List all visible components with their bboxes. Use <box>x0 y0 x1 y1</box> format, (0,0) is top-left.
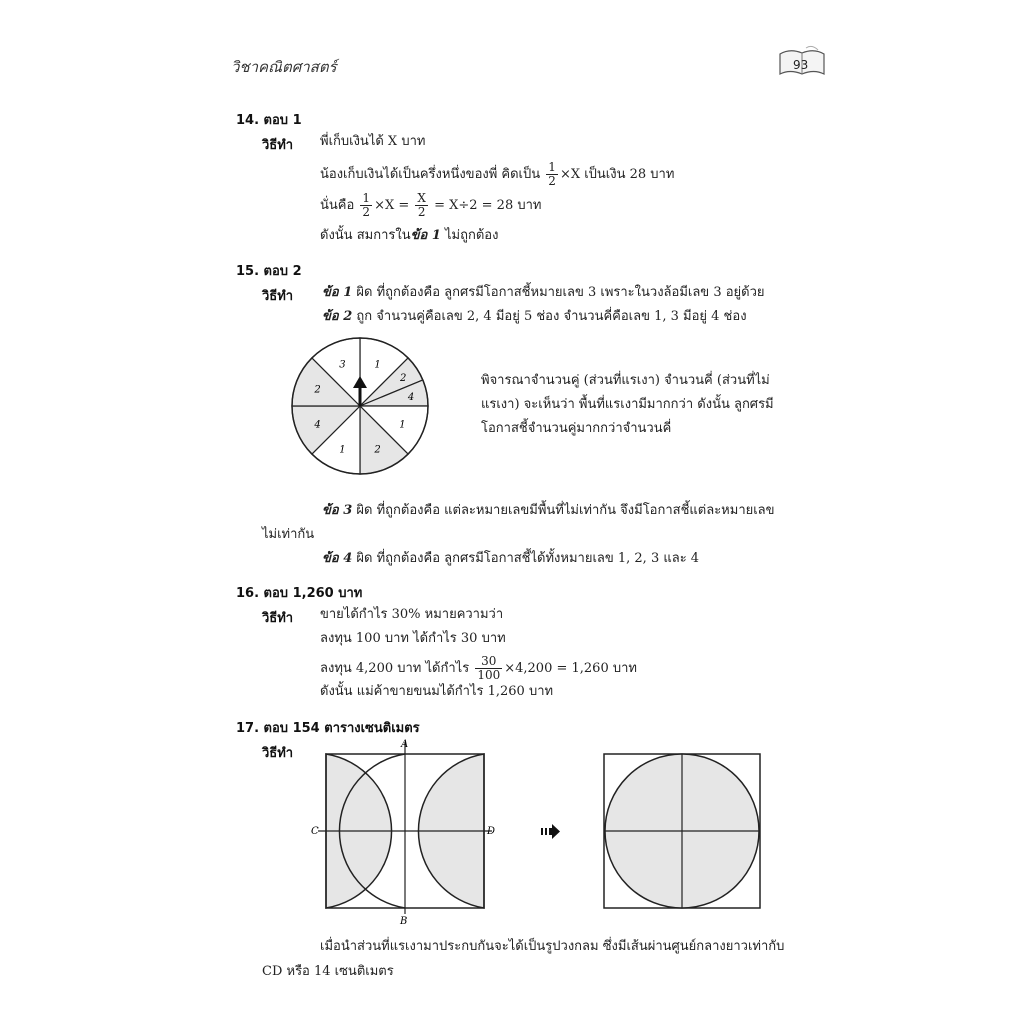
running-header: วิชาคณิตศาสตร์ <box>231 58 337 76</box>
q15-choice2: ข้อ 2 ถูก จำนวนคู่คือเลข 2, 4 มีอยู่ 5 ช่อง จำนวนคี่คือเลข 1, 3 มีอยู่ 4 ช่อง <box>322 309 747 324</box>
point-a-label: A <box>401 739 409 750</box>
semicircles-diagram <box>308 736 808 928</box>
wheel-sector-label: 2 <box>374 444 381 456</box>
right-arrow-icon <box>541 824 560 839</box>
fraction-half: $\frac{1}{2}$ <box>548 160 556 188</box>
point-c-label: C <box>311 826 319 837</box>
point-b-label: B <box>400 916 408 927</box>
q15-method-label: วิธีทำ <box>262 289 294 304</box>
q15-choice3: ข้อ 3 ผิด ที่ถูกต้องคือ แต่ละหมายเลขมีพื้นที่ไม่เท่ากัน จึงมีโอกาสชี้แต่ละหมายเลข <box>322 503 775 518</box>
q17-para-line1: เมื่อนำส่วนที่แรเงามาประกบกันจะได้เป็นรูปวงกลม ซึ่งมีเส้นผ่านศูนย์กลางยาวเท่ากับ <box>320 939 785 954</box>
q17-answer: 17. ตอบ 154 ตารางเซนติเมตร <box>236 721 420 736</box>
q14-line2: น้องเก็บเงินได้เป็นครึ่งหนึ่งของพี่ คิดเป็น $\frac{1}{2}$ ×X เป็นเงิน 28 บาท <box>320 160 675 188</box>
q15-choice3-cont: ไม่เท่ากัน <box>262 527 315 542</box>
q16-answer: 16. ตอบ 1,260 บาท <box>236 586 363 601</box>
q16-line2: ลงทุน 100 บาท ได้กำไร 30 บาท <box>320 631 506 646</box>
wheel-sector-label: 1 <box>399 419 406 431</box>
q17-method-label: วิธีทำ <box>262 746 294 761</box>
q16-line4: ดังนั้น แม่ค้าขายขนมได้กำไร 1,260 บาท <box>320 684 554 699</box>
q15-para-line1: พิจารณาจำนวนคู่ (ส่วนที่แรเงา) จำนวนคี่ (ส่วนที่ไม่ <box>481 373 770 388</box>
wheel-sector-label: 4 <box>314 419 321 431</box>
q15-para-line2: แรเงา) จะเห็นว่า พื้นที่แรเงามีมากกว่า ดังนั้น ลูกศรมี <box>481 397 774 412</box>
q15-choice1: ข้อ 1 ผิด ที่ถูกต้องคือ ลูกศรมีโอกาสชี้หมายเลข 3 เพราะในวงล้อมีเลข 3 อยู่ด้วย <box>322 285 765 300</box>
wheel-sector-label: 2 <box>400 373 407 385</box>
q16-method-label: วิธีทำ <box>262 611 294 626</box>
wheel-sector-label: 2 <box>314 384 321 396</box>
page-number: 93 <box>793 58 809 72</box>
fraction-half-2: $\frac{1}{2}$ <box>362 191 371 219</box>
q14-line1: พี่เก็บเงินได้ X บาท <box>320 134 426 149</box>
q14-answer: 14. ตอบ 1 <box>236 113 302 128</box>
q15-answer: 15. ตอบ 2 <box>236 264 302 279</box>
right-figure <box>604 754 760 908</box>
left-figure <box>311 739 495 927</box>
spinner-wheel-diagram <box>290 336 430 476</box>
q14-line3: นั่นคือ $\frac{1}{2}$ ×X = $\frac{X}{2}$ = X÷2 = 28 บาท <box>320 191 542 219</box>
wheel-sector-label: 4 <box>407 391 415 403</box>
wheel-sector-label: 3 <box>339 359 346 371</box>
wheel-sector-label: 1 <box>339 444 346 456</box>
q16-line1: ขายได้กำไร 30% หมายความว่า <box>320 607 504 622</box>
q14-line4: ดังนั้น สมการในข้อ 1 ไม่ถูกต้อง <box>320 228 499 243</box>
fraction-30-over-100: $\frac{30}{100}$ <box>477 654 501 682</box>
q14-method-label: วิธีทำ <box>262 138 294 153</box>
q16-line3: ลงทุน 4,200 บาท ได้กำไร $\frac{30}{100}$ ×4,200 = 1,260 บาท <box>320 654 637 682</box>
wheel-sector-label: 1 <box>374 359 381 371</box>
fraction-x-over-2: $\frac{X}{2}$ <box>417 191 426 219</box>
q15-choice4: ข้อ 4 ผิด ที่ถูกต้องคือ ลูกศรมีโอกาสชี้ได้ทั้งหมายเลข 1, 2, 3 และ 4 <box>322 551 700 566</box>
q15-para-line3: โอกาสชี้จำนวนคู่มากกว่าจำนวนคี่ <box>481 421 672 436</box>
q17-para-line2: CD หรือ 14 เซนติเมตร <box>262 964 394 979</box>
point-d-label: D <box>487 826 496 837</box>
